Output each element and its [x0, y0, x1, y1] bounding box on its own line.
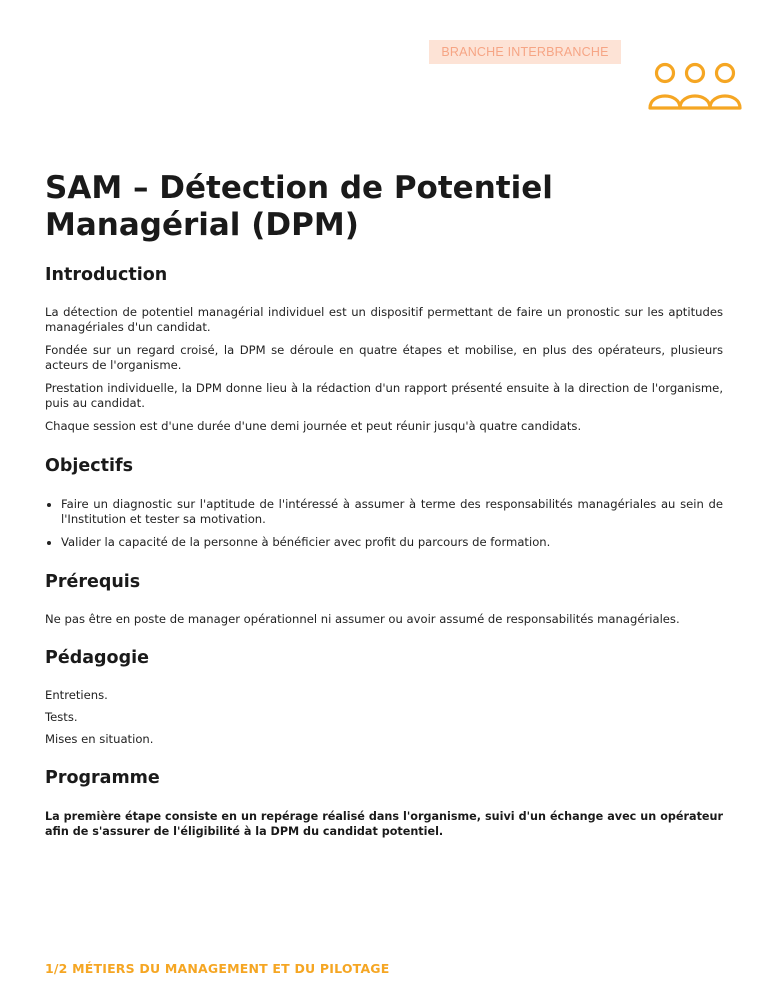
pedagogie-item: Entretiens. — [45, 688, 108, 702]
document-body — [45, 170, 723, 839]
programme-heading: Programme — [45, 768, 160, 788]
list-item: • Valider la capacité de la personne à bénéficier avec profit du parcours de formation. — [61, 535, 723, 550]
prerequis-text: Ne pas être en poste de manager opérationnel ni assumer ou avoir assumé de responsabilités managériales. — [45, 612, 680, 626]
page-title: SAM – Détection de Potentiel Managérial (DPM) — [45, 170, 553, 243]
team-people-icon — [648, 62, 742, 112]
branch-badge: BRANCHE INTERBRANCHE — [429, 40, 621, 64]
intro-paragraph: Prestation individuelle, la DPM donne lieu à la rédaction d'un rapport présenté ensuite à la direction de l'organisme, puis au candidat. — [45, 381, 723, 410]
intro-paragraph: Fondée sur un regard croisé, la DPM se déroule en quatre étapes et mobilise, en plus des opérateurs, plusieurs acteurs de l'organisme. — [45, 343, 723, 372]
intro-paragraph: Chaque session est d'une durée d'une demi journée et peut réunir jusqu'à quatre candidats. — [45, 419, 582, 433]
list-item: • Faire un diagnostic sur l'aptitude de l'intéressé à assumer à terme des responsabilités managériales au sein de l'Institution et tester sa motivation. — [61, 497, 723, 527]
introduction-heading: Introduction — [45, 265, 168, 285]
objectifs-heading: Objectifs — [45, 456, 134, 476]
pedagogie-heading: Pédagogie — [45, 648, 149, 668]
programme-text: La première étape consiste en un repérage réalisé dans l'organisme, suivi d'un échange avec un opérateur afin de s'assurer de l'éligibilité à la DPM du candidat potentiel. — [45, 810, 723, 838]
prerequis-heading: Prérequis — [45, 572, 141, 592]
pedagogie-item: Mises en situation. — [45, 732, 154, 746]
page-footer: 1/2 MÉTIERS DU MANAGEMENT ET DU PILOTAGE — [45, 961, 390, 976]
objectifs-list — [45, 497, 723, 550]
pedagogie-item: Tests. — [45, 710, 78, 724]
intro-paragraph: La détection de potentiel managérial individuel est un dispositif permettant de faire un pronostic sur les aptitudes managériales d'un candidat. — [45, 305, 723, 334]
